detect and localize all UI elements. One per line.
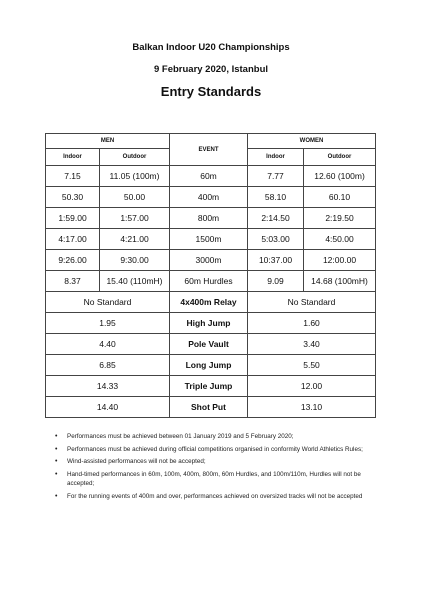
table-row — [46, 271, 376, 292]
men-indoor-cell: 4:17.00 — [46, 229, 100, 250]
event-cell: 1500m — [170, 229, 248, 250]
men-header: MEN — [46, 134, 170, 149]
bullet-icon: • — [55, 445, 58, 453]
men-outdoor-header: Outdoor — [100, 149, 170, 166]
men-outdoor-cell: 11.05 (100m) — [100, 166, 170, 187]
women-outdoor-cell: 4:50.00 — [304, 229, 376, 250]
men-indoor-cell: 9:26.00 — [46, 250, 100, 271]
event-header: EVENT — [170, 134, 248, 166]
men-indoor-cell: 50.30 — [46, 187, 100, 208]
women-indoor-cell: 7.77 — [248, 166, 304, 187]
women-outdoor-header: Outdoor — [304, 149, 376, 166]
men-standard-cell: 1.95 — [46, 313, 170, 334]
event-cell: Triple Jump — [170, 376, 248, 397]
event-cell: 60m Hurdles — [170, 271, 248, 292]
men-standard-cell: 6.85 — [46, 355, 170, 376]
men-standard-cell: 4.40 — [46, 334, 170, 355]
men-outdoor-cell: 4:21.00 — [100, 229, 170, 250]
women-outdoor-cell: 2:19.50 — [304, 208, 376, 229]
table-row — [46, 334, 376, 355]
men-outdoor-cell: 9:30.00 — [100, 250, 170, 271]
note-text: Wind-assisted performances will not be accepted; — [67, 458, 206, 465]
event-cell: 400m — [170, 187, 248, 208]
page-title: Entry Standards — [160, 84, 262, 99]
men-standard-cell: 14.33 — [46, 376, 170, 397]
note-text: Hand-timed performances in 60m, 100m, 400m, 800m, 60m Hurdles, and 100m/110m, Hurdles will not be accepted; — [67, 470, 361, 487]
men-indoor-cell: 7.15 — [46, 166, 100, 187]
men-outdoor-cell: 15.40 (110mH) — [100, 271, 170, 292]
women-outdoor-cell: 14.68 (100mH) — [304, 271, 376, 292]
event-cell: 3000m — [170, 250, 248, 271]
note-item — [55, 457, 380, 467]
event-cell: 60m — [170, 166, 248, 187]
women-standard-cell: 12.00 — [248, 376, 376, 397]
note-item — [55, 492, 380, 502]
women-indoor-cell: 58.10 — [248, 187, 304, 208]
men-standard-cell: 14.40 — [46, 397, 170, 418]
women-indoor-header: Indoor — [248, 149, 304, 166]
note-item — [55, 432, 380, 442]
bullet-icon: • — [55, 492, 58, 500]
women-standard-cell: 3.40 — [248, 334, 376, 355]
women-indoor-cell: 10:37.00 — [248, 250, 304, 271]
women-standard-cell: 5.50 — [248, 355, 376, 376]
men-outdoor-cell: 1:57.00 — [100, 208, 170, 229]
event-cell: Long Jump — [170, 355, 248, 376]
men-indoor-cell: 1:59.00 — [46, 208, 100, 229]
event-cell: Pole Vault — [170, 334, 248, 355]
event-cell: High Jump — [170, 313, 248, 334]
men-indoor-header: Indoor — [46, 149, 100, 166]
event-cell: 800m — [170, 208, 248, 229]
women-standard-cell: No Standard — [248, 292, 376, 313]
bullet-icon: • — [55, 470, 58, 478]
women-standard-cell: 13.10 — [248, 397, 376, 418]
notes-list — [55, 432, 380, 504]
table-row — [46, 397, 376, 418]
table-row — [46, 208, 376, 229]
women-indoor-cell: 5:03.00 — [248, 229, 304, 250]
table-row — [46, 376, 376, 397]
note-item — [55, 470, 380, 489]
table-row — [46, 313, 376, 334]
note-text: For the running events of 400m and over, performances achieved on oversized tracks will not be accepted — [67, 492, 363, 500]
bullet-icon: • — [55, 433, 58, 440]
table-header-row — [46, 134, 376, 149]
note-item — [55, 445, 380, 455]
championship-name: Balkan Indoor U20 Championships — [132, 42, 290, 53]
note-text: Performances must be achieved between 01 January 2019 and 5 February 2020; — [67, 433, 294, 440]
note-text: Performances must be achieved during official competitions organised in conformity World Athletics Rules; — [67, 445, 363, 453]
table-row — [46, 292, 376, 313]
women-outdoor-cell: 60.10 — [304, 187, 376, 208]
table-row — [46, 166, 376, 187]
event-cell: Shot Put — [170, 397, 248, 418]
women-indoor-cell: 2:14.50 — [248, 208, 304, 229]
women-standard-cell: 1.60 — [248, 313, 376, 334]
women-outdoor-cell: 12:00.00 — [304, 250, 376, 271]
women-outdoor-cell: 12.60 (100m) — [304, 166, 376, 187]
women-indoor-cell: 9.09 — [248, 271, 304, 292]
event-date-location: 9 February 2020, Istanbul — [153, 64, 269, 75]
men-indoor-cell: 8.37 — [46, 271, 100, 292]
men-standard-cell: No Standard — [46, 292, 170, 313]
women-header: WOMEN — [248, 134, 376, 149]
table-row — [46, 355, 376, 376]
table-row — [46, 250, 376, 271]
bullet-icon: • — [55, 458, 58, 465]
event-cell: 4x400m Relay — [170, 292, 248, 313]
entry-standards-table — [45, 133, 376, 418]
table-row — [46, 187, 376, 208]
men-outdoor-cell: 50.00 — [100, 187, 170, 208]
table-row — [46, 229, 376, 250]
